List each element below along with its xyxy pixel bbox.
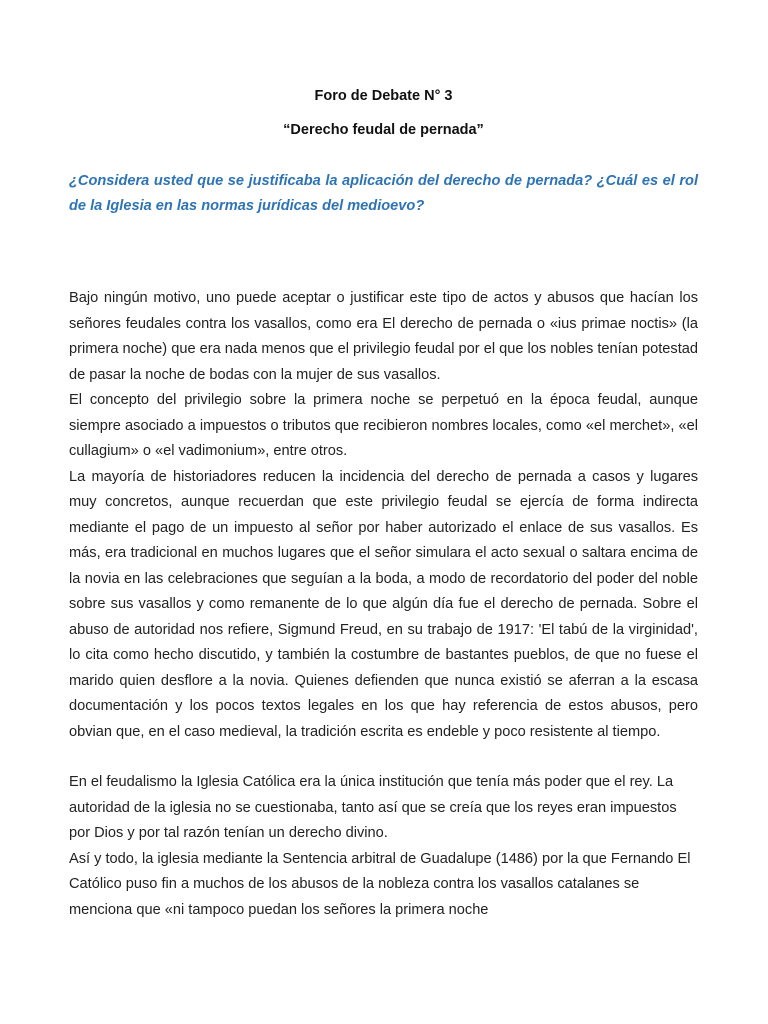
paragraph: Bajo ningún motivo, uno puede aceptar o justificar este tipo de actos y abusos que hacían los señores feudales contra los vasallos, como era El derecho de pernada o «ius primae noctis» (la primera noche) que era nada menos que el privilegio feudal por el que los nobles tenían potestad de pasar la noche de bodas con la mujer de sus vasallos. <box>69 290 698 383</box>
document-body <box>69 286 698 923</box>
paragraph: El concepto del privilegio sobre la primera noche se perpetuó en la época feudal, aunque siempre asociado a impuestos o tributos que recibieron nombres locales, como «el merchet», «el cullagium» o «el vadimonium», entre otros. <box>69 392 698 459</box>
document-subtitle: “Derecho feudal de pernada” <box>283 122 484 138</box>
paragraph: La mayoría de historiadores reducen la incidencia del derecho de pernada a casos y lugares muy concretos, aunque recuerdan que este privilegio feudal se ejercía de forma indirecta mediante el pago de un impuesto al señor por haber autorizado el enlace de sus vasallos. Es más, era tradicional en muchos lugares que el señor simulara el acto sexual o saltara encima de la novia en las celebraciones que seguían a la boda, a modo de recordatorio del poder del noble sobre sus vasallos y como remanente de lo que algún día fue el derecho de pernada. Sobre el abuso de autoridad nos refiere, Sigmund Freud, en su trabajo de 1917: 'El tabú de la virginidad', lo cita como hecho discutido, y también la costumbre de bastantes pueblos, de que no fuese el marido quien desflore a la novia. Quienes defienden que nunca existió se aferran a la escasa documentación y los pocos textos legales en los que hay referencia de estos abusos, pero obvian que, en el caso medieval, la tradición escrita es endeble y poco resistente al tiempo. <box>69 468 698 740</box>
debate-question: ¿Considera usted que se justificaba la aplicación del derecho de pernada? ¿Cuál es el rol de la Iglesia en las normas jurídicas del medioevo? <box>69 173 698 214</box>
document-title: Foro de Debate N° 3 <box>314 88 453 104</box>
paragraph: Así y todo, la iglesia mediante la Sentencia arbitral de Guadalupe (1486) por la que Fernando El Católico puso fin a muchos de los abusos de la nobleza contra los vasallos catalanes se menciona que «ni tampoco puedan los señores la primera noche <box>69 850 691 918</box>
paragraph: En el feudalismo la Iglesia Católica era la única institución que tenía más poder que el rey. La autoridad de la iglesia no se cuestionaba, tanto así que se creía que los reyes eran impuestos por Dios y por tal razón tenían un derecho divino. <box>69 774 677 841</box>
